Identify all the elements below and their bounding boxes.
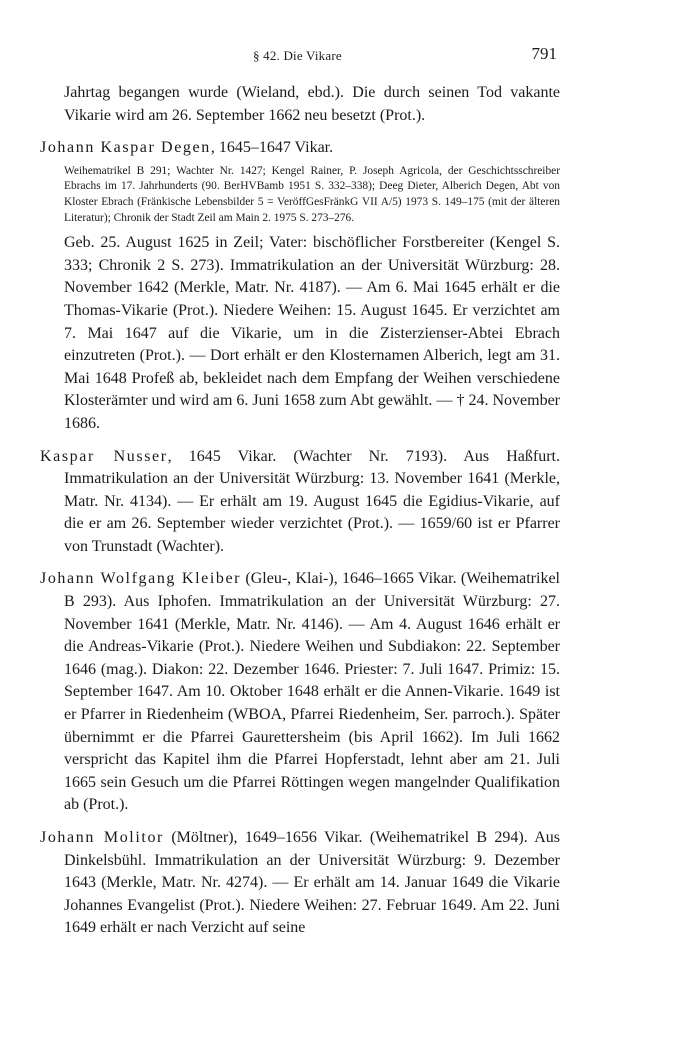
entry-molitor [40, 827, 560, 940]
entry-text: , 1645 Vikar. (Wachter Nr. 7193). Aus Haßfurt. Immatrikulation an der Universität Würzburg: 13. November 1641 (Merkle, Matr. Nr. 4134). — Er erhält am 19. August 1645 die Egidius-Vikarie, auf die er am 26. September wieder verzichtet (Prot.). — 1659/60 ist er Pfarrer von Trunstadt (Wachter). [64, 447, 560, 555]
section-title: § 42. Die Vikare [253, 48, 342, 63]
running-header [0, 44, 700, 68]
entry-heading [40, 827, 560, 940]
entry-heading [40, 568, 560, 817]
entry-nusser [40, 446, 560, 559]
person-name: Kaspar Nusser [40, 447, 168, 465]
entry-text: (Möltner), 1649–1656 Vikar. (Weihematrikel B 294). Aus Dinkelsbühl. Immatrikulation an der Universität Würzburg: 9. Dezember 1643 (Merkle, Matr. Nr. 4274). — Er erhält am 14. Januar 1649 die Vikarie Johannes Evangelist (Prot.). Niedere Weihen: 27. Februar 1649. Am 22. Juni 1649 erhält er nach Verzicht auf seine [64, 829, 560, 937]
entry-text: (Gleu-, Klai-), 1646–1665 Vikar. (Weihematrikel B 293). Aus Iphofen. Immatrikulation an der Universität Würzburg: 27. November 1641 (Merkle, Matr. Nr. 4146). — Am 4. August 1646 erhält er die Andreas-Vikarie (Prot.). Niedere Weihen und Subdiakon: 22. September 1646 (mag.). Diakon: 22. Dezember 1646. Priester: 7. Juli 1647. Primiz: 15. September 1647. Am 10. Oktober 1648 erhält er die Annen-Vikarie. 1649 ist er Pfarrer in Riedenheim (WBOA, Pfarrei Riedenheim, Ser. parroch.). Später übernimmt er die Pfarrei Gaurettersheim (bis April 1662). Im Juli 1662 verspricht das Kapitel ihm die Pfarrei Hopferstadt, lehnt aber am 21. Juli 1665 sein Gesuch um die Pfarrei Röttingen wegen mangelnder Qualifikation ab (Prot.). [64, 570, 560, 814]
continuation-paragraph: Jahrtag begangen wurde (Wieland, ebd.). Die durch seinen Tod vakante Vikarie wird am 26. September 1662 neu besetzt (Prot.). [64, 84, 560, 124]
references: Weihematrikel B 291; Wachter Nr. 1427; Kengel Rainer, P. Joseph Agricola, der Geschichtsschreiber Ebrachs im 17. Jahrhunderts (90. BerHVBamb 1951 S. 332–338); Deeg Dieter, Alberich Degen, Abt von Kloster Ebrach (Fränkische Lebensbilder 5 = VeröffGesFränkG VII A/5) 1973 S. 149–175 (mit der älteren Literatur); Chronik der Stadt Zeil am Main 2. 1975 S. 273–276. [64, 164, 560, 224]
person-name: Johann Kaspar Degen [40, 139, 211, 157]
page-number: 791 [531, 44, 557, 63]
entry-heading-text: , 1645–1647 Vikar. [210, 139, 334, 157]
biography: Geb. 25. August 1625 in Zeil; Vater: bischöflicher Forstbereiter (Kengel S. 333; Chronik 2 S. 273). Immatrikulation an der Universität Würzburg: 28. November 1642 (Merkle, Matr. Nr. 4187). — Am 6. Mai 1645 erhält er die Thomas-Vikarie (Prot.). Niedere Weihen: 15. August 1645. Er verzichtet am 7. Mai 1647 auf die Vikarie, um in die Zisterzienser-Abtei Ebrach einzutreten (Prot.). — Dort erhält er den Klosternamen Alberich, legt am 31. Mai 1648 Profeß ab, bekleidet nach dem Empfang der Weihen verschiedene Klosterämter und wird am 6. Juni 1658 zum Abt gewählt. — † 24. November 1686. [64, 234, 560, 432]
person-name: Johann Molitor [40, 829, 164, 846]
entry-heading [40, 137, 560, 160]
entry-degen [40, 137, 560, 435]
entry-kleiber [40, 568, 560, 817]
entry-heading [40, 446, 560, 559]
person-name: Johann Wolfgang Kleiber [40, 570, 242, 588]
page-body [40, 82, 560, 940]
